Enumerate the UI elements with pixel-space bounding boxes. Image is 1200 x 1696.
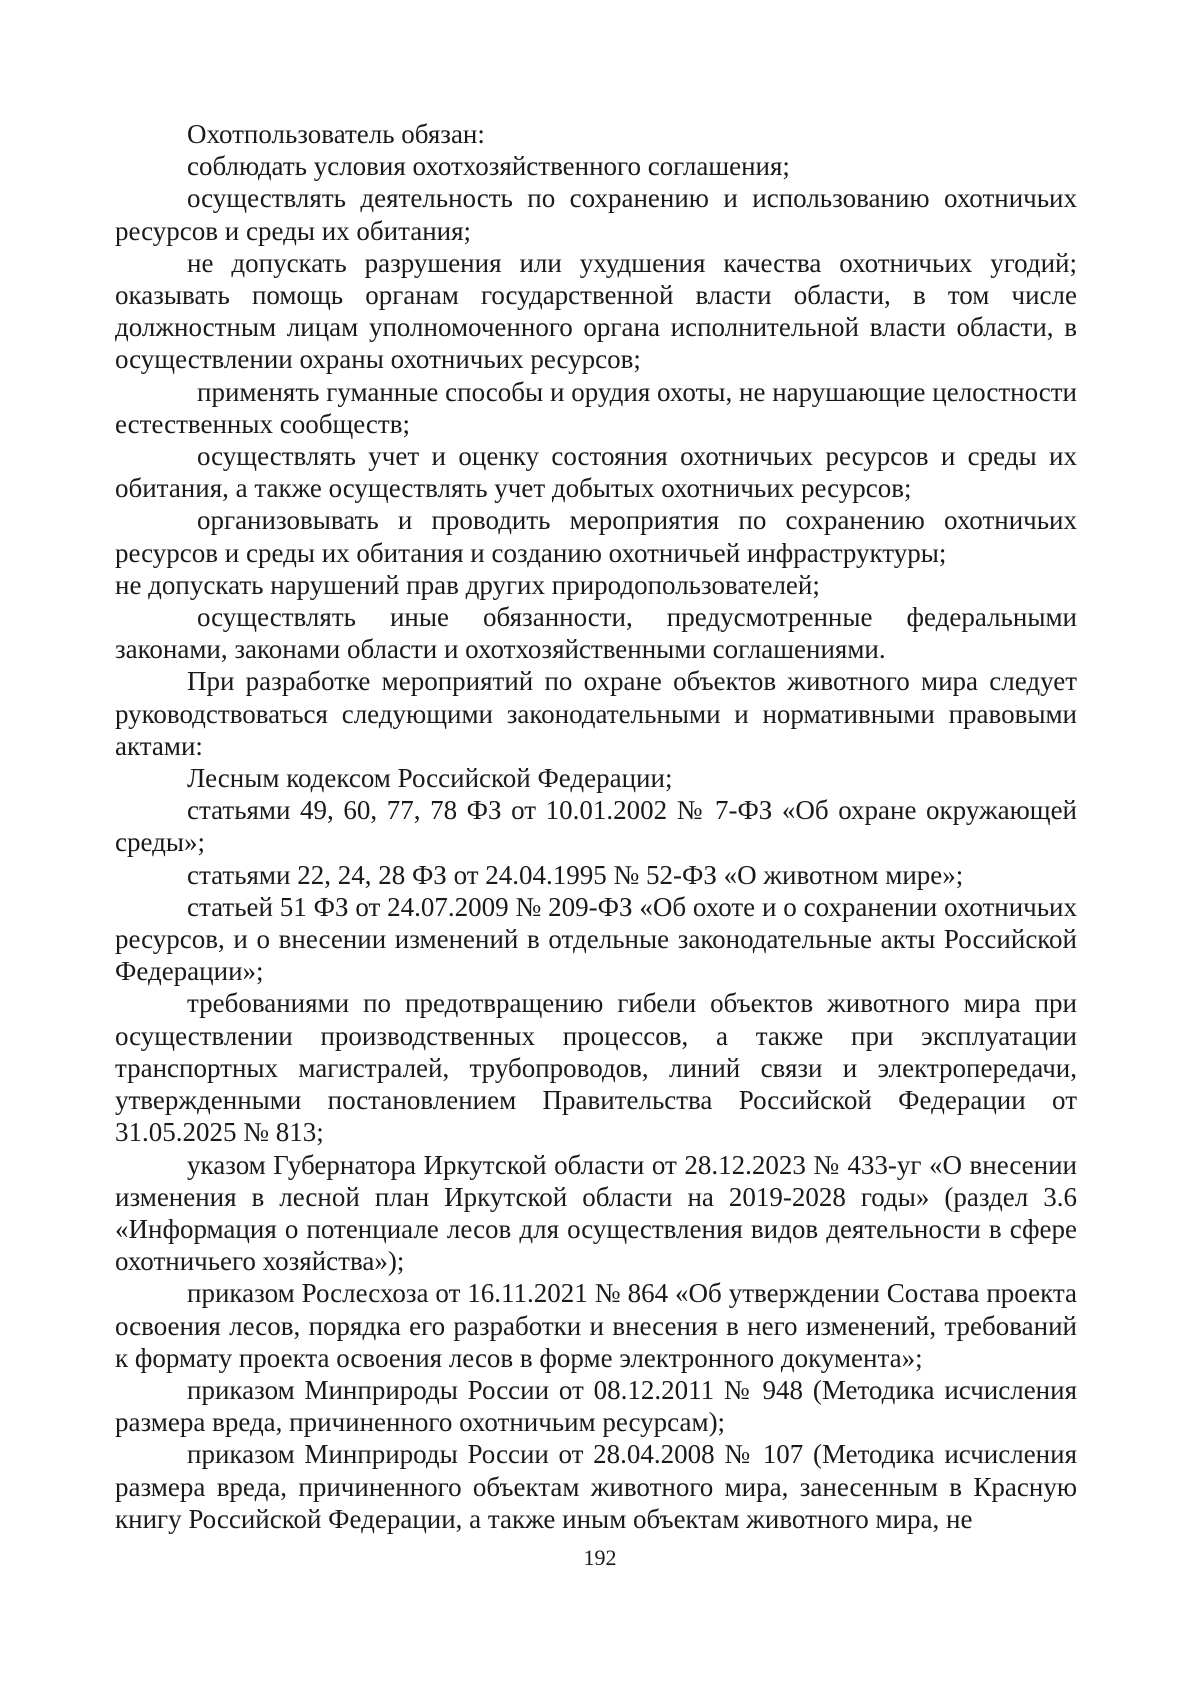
paragraph: осуществлять деятельность по сохранению и использованию охотничьих ресурсов и среды их обитания; <box>115 183 1077 246</box>
paragraph: не допускать разрушения или ухудшения качества охотничьих угодий; оказывать помощь органам государственной власти области, в том числе должностным лицам уполномоченного органа исполнительной власти области, в осуществлении охраны охотничьих ресурсов; <box>115 247 1077 375</box>
paragraph: статьей 51 ФЗ от 24.07.2009 № 209-ФЗ «Об охоте и о сохранении охотничьих ресурсов, и о внесении изменений в отдельные законодательные акты Российской Федерации»; <box>115 891 1077 987</box>
paragraph: осуществлять иные обязанности, предусмотренные федеральными законами, законами области и охотхозяйственными соглашениями. <box>115 602 1077 665</box>
paragraph: указом Губернатора Иркутской области от 28.12.2023 № 433-уг «О внесении изменения в лесной план Иркутской области на 2019-2028 годы» (раздел 3.6 «Информация о потенциале лесов для осуществления видов деятельности в сфере охотничьего хозяйства»); <box>115 1149 1077 1277</box>
paragraph: соблюдать условия охотхозяйственного соглашения; <box>187 151 790 182</box>
paragraph: При разработке мероприятий по охране объектов животного мира следует руководствоваться следующими законодательными и нормативными правовыми актами: <box>115 666 1077 761</box>
paragraph: требованиями по предотвращению гибели объектов животного мира при осуществлении производственных процессов, а также при эксплуатации транспортных магистралей, трубопроводов, линий связи и электропередачи, утвержденными постановлением Правительства Российской Федерации от 31.05.2025 № 813; <box>115 988 1077 1148</box>
paragraph: приказом Минприроды России от 28.04.2008 № 107 (Методика исчисления размера вреда, причиненного объектам животного мира, занесенным в Красную книгу Российской Федерации, а также иным объектам животного мира, не <box>115 1439 1077 1534</box>
paragraph: организовывать и проводить мероприятия по сохранению охотничьих ресурсов и среды их обитания и созданию охотничьей инфраструктуры; <box>115 505 1077 568</box>
paragraph: приказом Рослесхоза от 16.11.2021 № 864 «Об утверждении Состава проекта освоения лесов, порядка его разработки и внесения в него изменений, требований к формату проекта освоения лесов в форме электронного документа»; <box>115 1278 1077 1373</box>
paragraph: не допускать нарушений прав других природопользователей; <box>115 569 820 600</box>
page-number: 192 <box>583 1545 617 1570</box>
paragraph: осуществлять учет и оценку состояния охотничьих ресурсов и среды их обитания, а также осуществлять учет добытых охотничьих ресурсов; <box>115 441 1077 504</box>
paragraph: Охотпользователь обязан: <box>187 119 485 149</box>
paragraph: применять гуманные способы и орудия охоты, не нарушающие целостности естественных сообществ; <box>115 376 1077 439</box>
paragraph: приказом Минприроды России от 08.12.2011 № 948 (Методика исчисления размера вреда, причиненного охотничьим ресурсам); <box>115 1374 1077 1438</box>
paragraph: статьями 49, 60, 77, 78 ФЗ от 10.01.2002 № 7-ФЗ «Об охране окружающей среды»; <box>115 795 1077 858</box>
paragraph: статьями 22, 24, 28 ФЗ от 24.04.1995 № 52-ФЗ «О животном мире»; <box>187 859 964 890</box>
document-body <box>115 118 1077 1535</box>
paragraph: Лесным кодексом Российской Федерации; <box>187 763 673 794</box>
